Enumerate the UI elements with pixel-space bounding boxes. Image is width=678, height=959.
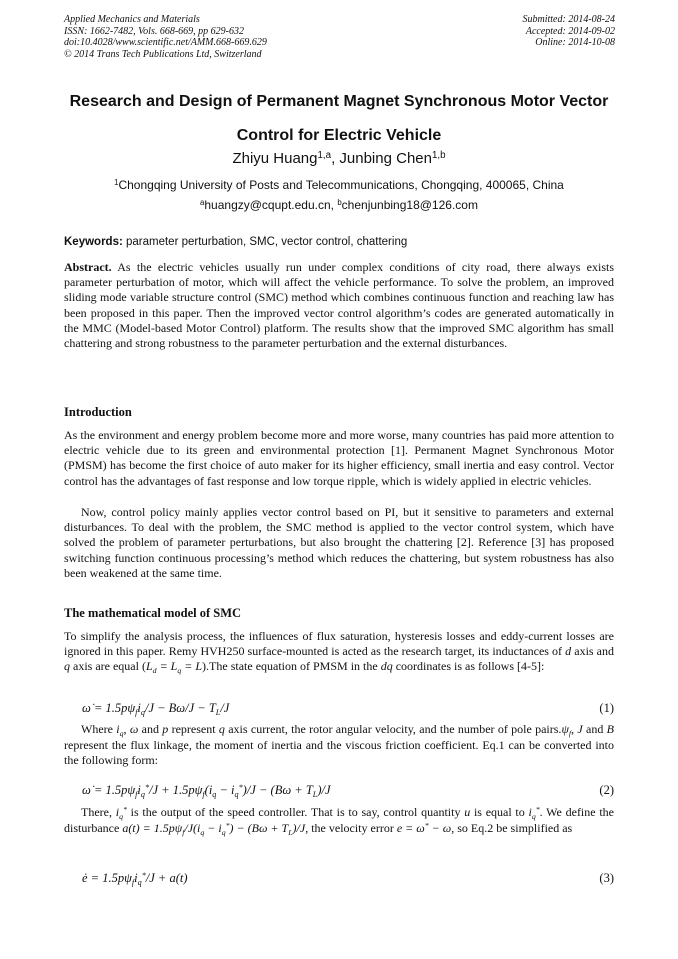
intro-paragraph-1: As the environment and energy problem become more and more worse, many countries has paid more attention to electric vehicle due to its green and environmental protection [1]. Permanent Magnet Synchronous Motor (PMSM) has become the first choice of auto maker for its higher efficiency, small inertia and easy control. Vector control has the advantages of fast response and low torque ripple, which is widely applied in electric vehicles. (64, 428, 614, 488)
math-velocity-error: e = ω* − ω (396, 820, 452, 836)
email-a[interactable]: huangzy@cqupt.edu.cn (204, 198, 331, 212)
text-run: axis current, the rotor angular velocity, and the number of pole pairs. (224, 722, 562, 736)
math-J: J (577, 722, 583, 736)
math-q: q (64, 659, 70, 674)
equation-2-number: (2) (599, 783, 614, 797)
text-run: , so Eq.2 be simplified as (451, 821, 573, 836)
equation-3 (82, 870, 614, 886)
email-b-sup: b (337, 197, 342, 207)
journal-header-right (523, 14, 616, 49)
text-run: , the velocity error (305, 821, 397, 836)
math-p: p (162, 722, 169, 736)
text-run: represent the flux linkage, the moment of inertia and the viscous friction coefficient. Eq.1 can be converted into the following form: (64, 738, 614, 768)
equation-1-body: ω̇ = $1.5p\psi_fi_q/J - B\omega/J - T_L/J$ (82, 701, 230, 717)
keywords-text: parameter perturbation, SMC, vector control, chattering (122, 236, 408, 248)
equation-2-body: ω̇ = $1.5p\psi_fi_q^*/J + 1.5p\psi_f(i_q - i_q^*)/J - (B\omega + T_L)/J$ (82, 782, 331, 799)
keywords (64, 235, 614, 250)
intro-paragraph-2: Now, control policy mainly applies vector control based on PI, but it sensitive to parameters and external disturbances. To deal with the problem, the SMC method is applied to the vector control system, which have solved the problem of parameter perturbations, but also brought the chattering [2]. Reference [3] has proposed switching function continuous processing’s method which reduces the chattering, but system robustness has also been weakened at the same time. (64, 505, 614, 580)
math-B: B (606, 722, 614, 736)
equation-1-number: (1) (599, 701, 614, 715)
affiliation-sup: 1 (114, 177, 119, 187)
model-paragraph-2 (64, 722, 614, 769)
author-1: Zhiyu Huang (232, 150, 318, 167)
online-date: Online: 2014-10-08 (535, 37, 615, 48)
author-list (40, 150, 638, 170)
math-u: u (464, 805, 471, 819)
email-separator: , (330, 198, 338, 212)
text-run: To simplify the analysis process, the influences of flux saturation, hysteresis losses and eddy-current losses are ignored in this paper. Remy HVH250 surface-mounted is acted as the research target, its inductances of (64, 629, 614, 659)
math-disturbance: $a(t) = 1.5p\psi_f/J(i_q - i_q^*) - (B\omega + T_L)/J$ (122, 820, 306, 837)
math-psi-f: $\psi_f$ (561, 722, 572, 738)
submitted-date: Submitted: 2014-08-24 (522, 14, 615, 25)
abstract-text: As the electric vehicles usually run under complex conditions of city road, there always exists parameter perturbation of motor, which will affect the vehicle performance. To solve the problem, an improved sliding mode variable structure control (SMC) method which combines continuous function and reaching law has been proposed in this paper. Then the improved vector control algorithm’s codes are generated automatically in the MMC (Model-based Motor Control) platform. The results show that the improved SMC algorithm has small chattering and strong robustness to the parameter perturbation and the external disturbances. (64, 260, 614, 351)
text-run: coordinates is as follows [4-5]: (392, 659, 545, 674)
affiliation (40, 178, 638, 194)
equation-1 (82, 700, 614, 716)
equation-3-number: (3) (599, 871, 614, 885)
text-run: and (582, 722, 607, 736)
abstract-label: Abstract. (64, 260, 112, 274)
math-inductance-equality: $L_d = L_q = L$ (145, 659, 203, 676)
accepted-date: Accepted: 2014-09-02 (525, 25, 615, 37)
author-1-sup: 1,a (317, 149, 332, 161)
issn: ISSN: 1662-7482, Vols. 668-669, pp 629-632 (64, 25, 244, 37)
math-iq-omega: $i_q$, ω (116, 722, 139, 738)
section-heading-introduction: Introduction (64, 405, 132, 419)
text-run: axis are equal ( (70, 659, 146, 674)
text-run: is the output of the speed controller. That is to say, control quantity (126, 805, 465, 819)
equation-2 (82, 782, 614, 798)
journal-name: Applied Mechanics and Materials (64, 14, 200, 25)
paper-title-line-2: Control for Electric Vehicle (236, 127, 442, 144)
text-run: . We define the disturbance (64, 805, 614, 836)
math-q: q (218, 722, 225, 736)
journal-header-left (64, 14, 267, 60)
math-dq: dq (380, 659, 393, 674)
affiliation-text: Chongqing University of Posts and Telecommunications, Chongqing, 400065, China (118, 178, 564, 192)
text-run: ).The state equation of PMSM in the (202, 659, 381, 674)
author-2-sup: 1,b (431, 149, 446, 161)
equation-3-body: ė = $1.5p\psi_fi_q^*/J + a(t)$ (82, 870, 188, 887)
author-separator: , (331, 150, 340, 167)
text-run: , (571, 722, 578, 736)
text-run: and (138, 722, 163, 736)
email-b[interactable]: chenjunbing18@126.com (341, 198, 478, 212)
emails (40, 198, 638, 214)
text-run: Where (81, 722, 117, 736)
section-heading-model: The mathematical model of SMC (64, 606, 242, 620)
text-run: There, (81, 805, 116, 819)
math-iq-star: $i_q^*$ (115, 804, 127, 821)
math-d: d (565, 644, 572, 659)
text-run: axis and (571, 644, 615, 659)
email-a-sup: a (200, 197, 205, 207)
copyright: © 2014 Trans Tech Publications Ltd, Switzerland (64, 48, 262, 60)
model-paragraph-3 (64, 805, 614, 837)
author-2: Junbing Chen (339, 150, 432, 167)
model-paragraph-1 (64, 629, 614, 676)
math-L: L (195, 659, 203, 674)
abstract (64, 260, 614, 351)
text-run: is equal to (470, 805, 529, 819)
math-iq-star: $i_q^*$ (528, 804, 540, 821)
doi: doi:10.4028/www.scientific.net/AMM.668-669.629 (64, 37, 267, 48)
keywords-label: Keywords: (64, 236, 123, 248)
text-run: represent (168, 722, 219, 736)
paper-title-line-1: Research and Design of Permanent Magnet Synchronous Motor Vector (69, 93, 609, 110)
